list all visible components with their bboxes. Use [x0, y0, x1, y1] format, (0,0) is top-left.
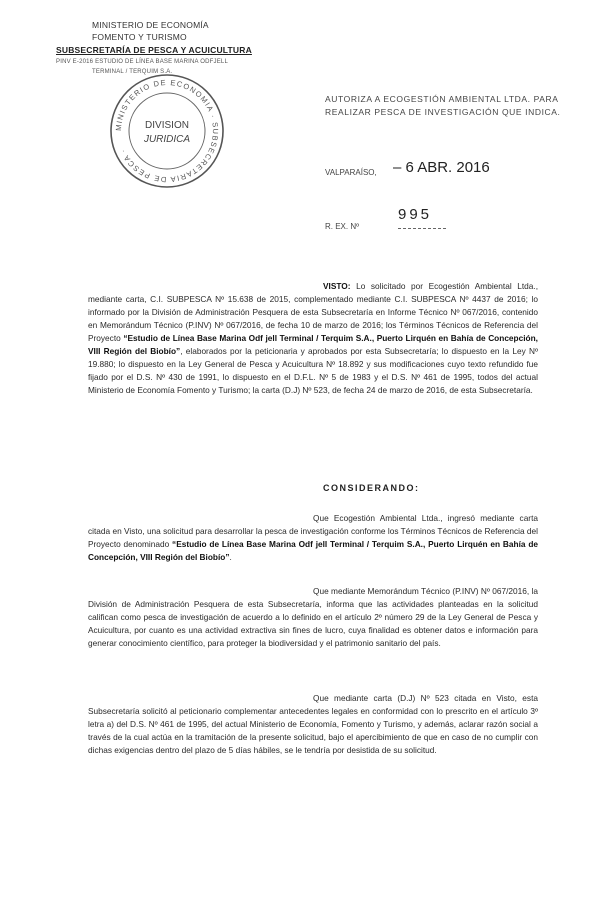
considerando-paragraph-3: Que mediante carta (D.J) Nº 523 citada en Visto, esta Subsecretaría solicitó al peticionario complementar antecedentes legales en conformidad con lo prescrito en el artículo 3º letra a) del D.S. Nº 461 de 1995, del actual Ministerio de Economía, Fomento y Turismo, y además, aclarar razón social a través de la cual actúa en la tramitación de la presente solicitud, bajo el apercibimiento de que en caso de no cumplir con dichas exigencias dentro del plazo de 5 días hábiles, se le tendría por desistida de su solicitud. [88, 693, 538, 755]
stamp-ring-text: MINISTERIO DE ECONOMIA · SUBSECRETARIA DE PESCA · [113, 77, 221, 185]
considerando-heading: CONSIDERANDO: [323, 483, 420, 493]
reference-line: PINV E-2016 ESTUDIO DE LÍNEA BASE MARINA ODFJELL [56, 59, 228, 65]
considerando-p1-end: . [229, 552, 232, 562]
visto-project-title: “Estudio de Línea Base Marina Odf jell Terminal / Terquim S.A., Puerto Lirquén en Bahía de Concepción, VIII Región del Biobío” [88, 333, 538, 356]
considerando-paragraph-2: Que mediante Memorándum Técnico (P.INV) Nº 067/2016, la División de Administración Pesquera de esta Subsecretaría, informa que las actividades planteadas en la solicitud califican como pesca de investigación de acuerdo a lo definido en el artículo 2º número 29 de la Ley General de Pesca y Acuicultura, por cuanto es una actividad extractiva sin fines de lucro, cuya finalidad es obtener datos e información para generar conocimiento científico, para proteger la biodiversidad y el patrimonio sanitario del país. [88, 586, 538, 648]
ministry-name-line2: FOMENTO Y TURISMO [92, 32, 187, 42]
subsecretaria-name: SUBSECRETARÍA DE PESCA Y ACUICULTURA [56, 45, 252, 55]
resolution-title: AUTORIZA A ECOGESTIÓN AMBIENTAL LTDA. PARA REALIZAR PESCA DE INVESTIGACIÓN QUE INDICA. [325, 94, 561, 117]
place-label: VALPARAÍSO, [325, 168, 377, 177]
ministry-name: MINISTERIO DE ECONOMÍA [92, 20, 209, 30]
rex-label: R. EX. Nº [325, 222, 360, 231]
visto-text-a: Lo solicitado por Ecogestión Ambiental Ltda., mediante carta, C.I. SUBPESCA Nº 15.638 de 2015, complementado mediante C.I. SUBPESCA Nº 4437 de 2016; lo informado por la División de Administración Pesquera de esta Subsecretaría en Informe Técnico Nº 067/2016, contenido en Memorándum Técnico (P.INV) Nº 067/2016, de fecha 10 de marzo de 2016; los Términos Técnicos de Referencia del Proyecto [88, 281, 538, 343]
considerando-paragraph-1 [88, 512, 538, 564]
considerando-p1-text: Que Ecogestión Ambiental Ltda., ingresó mediante carta citada en Visto, una solicitud para desarrollar la pesca de investigación conforme los Términos Técnicos de Referencia del Proyecto denominado [88, 513, 538, 549]
visto-text-b: , elaborados por la peticionaria y aprobados por esta Subsecretaría; lo dispuesto en la Ley Nº 19.880; lo dispuesto en la Ley General de Pesca y Acuicultura Nº 18.892 y sus modificaciones cuyo texto refundido fue fijado por el D.S. Nº 430 de 1991, lo dispuesto en el D.F.L. Nº 5 de 1983 y el D.S. Nº 461 de 1995, todos del actual Ministerio de Economía Fomento y Turismo; la carta (D.J) Nº 523, de fecha 24 de marzo de 2016, de esta Subsecretaría. [88, 346, 538, 395]
division-juridica-stamp [108, 72, 226, 190]
resolution-number: 995 [398, 206, 433, 223]
stamp-line2: JURIDICA [143, 134, 191, 145]
visto-label: VISTO: [323, 281, 351, 291]
date-stamp: – 6 ABR. 2016 [393, 159, 490, 176]
number-underline [398, 228, 446, 229]
reference-line-2: TERMINAL / TERQUIM S.A. [92, 69, 173, 75]
svg-text:MINISTERIO DE ECONOMIA · SUBSE [114, 78, 220, 184]
considerando-p1-project: “Estudio de Línea Base Marina Odf jell Terminal / Terquim S.A., Puerto Lirquén en Bahía de Concepción, VIII Región del Biobío” [88, 539, 538, 562]
stamp-line1: DIVISION [145, 120, 189, 131]
visto-paragraph [88, 280, 538, 397]
